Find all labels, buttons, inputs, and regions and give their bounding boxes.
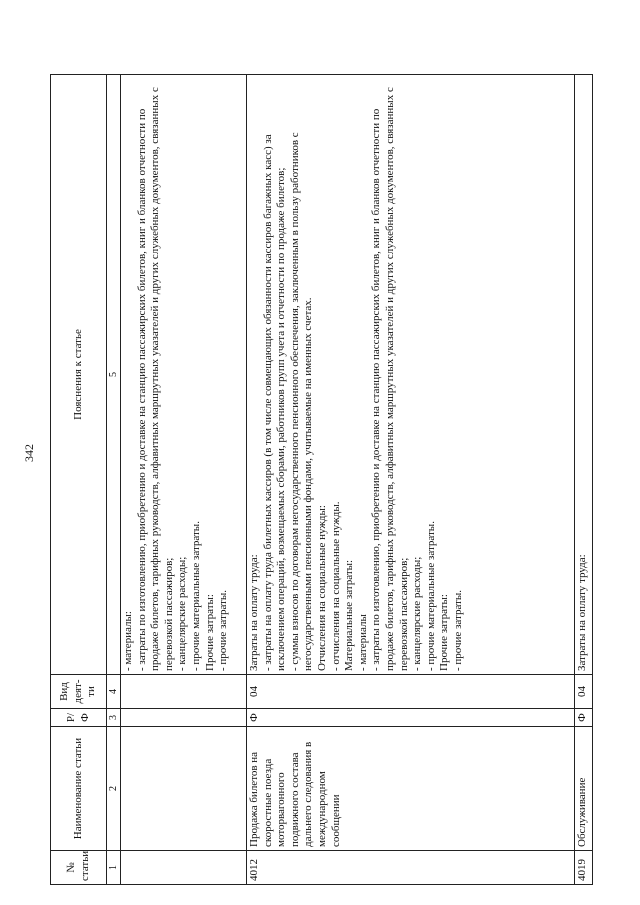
col-number-4: 4 <box>107 675 121 709</box>
column-number-row <box>107 75 121 885</box>
row-explanation: Затраты на оплату труда: <box>575 75 593 675</box>
col-number-3: 3 <box>107 709 121 727</box>
header-row <box>51 75 107 885</box>
row-article: 4012 <box>247 851 575 885</box>
articles-table <box>50 74 593 885</box>
table-row <box>247 75 575 885</box>
row-name <box>121 727 247 851</box>
page-number: 342 <box>21 444 36 462</box>
table-row <box>121 75 247 885</box>
row-activity <box>121 675 247 709</box>
header-article-name: Наименование статьи <box>51 727 107 851</box>
row-activity: 04 <box>575 675 593 709</box>
table-row <box>575 75 593 885</box>
header-article-number: № статьи <box>51 851 107 885</box>
col-number-2: 2 <box>107 727 121 851</box>
row-rf: Ф <box>247 709 575 727</box>
row-name: Продажа билетов на скоростные поезда моторвагонного подвижного состава дальнего следования в международном сообщении <box>247 727 575 851</box>
col-number-1: 1 <box>107 851 121 885</box>
row-name: Обслуживание <box>575 727 593 851</box>
row-explanation: Затраты на оплату труда: - затраты на оплату труда билетных кассиров (в том числе совмещающих обязанности кассиров багажных касс) за исключением операций, возмещаемых сборами, работников групп учета и отчетности по продаже билетов; - суммы взносов по договорам негосударственного пенсионного обеспечения, заключенным в пользу работников с негосударственными пенсионными фондами, учитываемые на именных счетах. Отчисления на социальные нужды: - отчисления на социальные нужды. Материальные затраты: - материалы - затраты по изготовлению, приобретению и доставке на станцию пассажирских билетов, книг и бланков отчетности по продаже билетов, тарифных руководств, алфавитных маршрутных указателей и других служебных документов, связанных с перевозкой пассажиров; - канцелярские расходы; - прочие материальные затраты. Прочие затраты: - прочие затраты. <box>247 75 575 675</box>
row-activity: 04 <box>247 675 575 709</box>
header-activity-type: Вид деят-ти <box>51 675 107 709</box>
row-article: 4019 <box>575 851 593 885</box>
col-number-5: 5 <box>107 75 121 675</box>
row-explanation: - материалы: - затраты по изготовлению, приобретению и доставке на станцию пассажирских билетов, книг и бланков отчетности по продаже билетов, тарифных руководств, алфавитных маршрутных указателей и других служебных документов, связанных с перевозкой пассажиров; - канцелярские расходы; - прочие материальные затраты. Прочие затраты: - прочие затраты. <box>121 75 247 675</box>
row-rf <box>121 709 247 727</box>
row-article <box>121 851 247 885</box>
header-explanation: Пояснения к статье <box>51 75 107 675</box>
header-rf: Р/ Ф <box>51 709 107 727</box>
rotated-table-frame <box>50 75 590 885</box>
row-rf: Ф <box>575 709 593 727</box>
